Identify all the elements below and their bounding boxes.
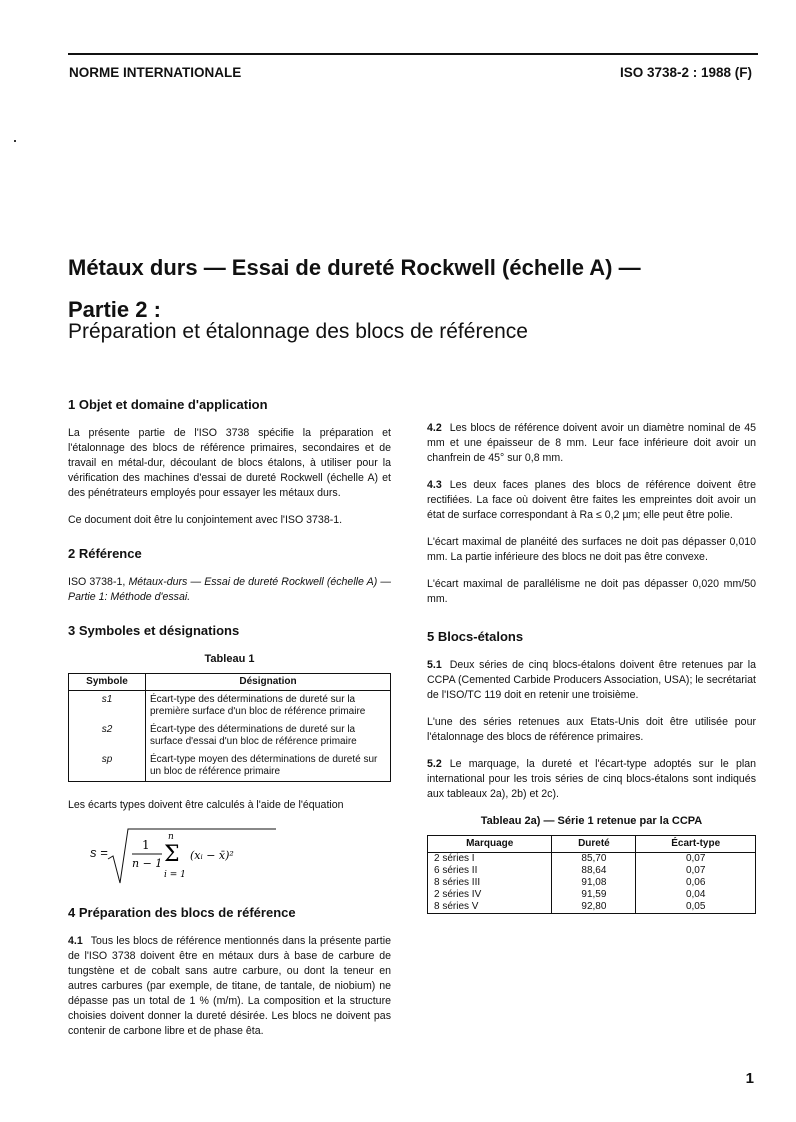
clause-number: 4.1 [68,935,83,947]
reference-entry [68,575,391,605]
clause-text: Le marquage, la dureté et l'écart-type adoptés sur le plan international pour les trois séries de cinq blocs-étalons sont indiqués aux tableaux 2a), 2b) et 2c). [427,758,756,800]
flatness-paragraph: L'écart maximal de planéité des surfaces ne doit pas dépasser 0,010 mm. La partie inférieure des blocs ne doit pas être convexe. [427,536,756,563]
clause-number: 5.1 [427,659,442,671]
clause-text: Les deux faces planes des blocs de référence doivent être rectifiées. La face où doivent être faites les empreintes doit avoir un état de surface correspondant à Ra ≤ 0,2 µm; elle peut être polie. [427,479,756,521]
document-subtitle: Préparation et étalonnage des blocs de référence [68,320,528,343]
clause-4-1 [68,934,391,1039]
svg-text:n: n [168,832,174,842]
usa-series-paragraph: L'une des séries retenues aux Etats-Unis doit être utilisée pour l'étalonnage des blocs de référence primaires. [427,716,756,743]
standard-deviation-equation [68,825,391,887]
part-label: Partie 2 : [68,297,161,322]
clause-number: 5.2 [427,758,442,770]
table-row [69,691,391,722]
table-header-marquage: Marquage [428,836,552,853]
svg-text:Σ: Σ [164,842,180,867]
page-number: 1 [745,1070,754,1087]
durete-cell: 85,70 [552,853,636,866]
svg-text:n − 1: n − 1 [132,857,163,870]
parallelism-paragraph: L'écart maximal de parallélisme ne doit pas dépasser 0,020 mm/50 mm. [427,578,756,605]
designation-cell: Écart-type moyen des déterminations de dureté sur un bloc de référence primaire [146,751,391,782]
equation-lhs: s = [90,845,108,860]
symbols-table [68,673,391,782]
clause-text: Les blocs de référence doivent avoir un diamètre nominal de 45 mm et une épaisseur de 8 mm. Leur face inférieure doit avoir un chanfrein de 45° sur 0,8 mm. [427,422,756,464]
ecart-type-cell: 0,04 [636,889,756,901]
clause-4-3 [427,478,756,523]
table-row [69,721,391,751]
table-row [428,889,756,901]
section-1-paragraph: La présente partie de l'ISO 3738 spécifie la préparation et l'étalonnage des blocs de référence primaires, secondaires et de travail en métal-dur, découlant de blocs étalons, à utiliser pour la vérification des machines d'essai de dureté Rockwell (échelle A) et des pénétrateurs employés pour essayer les métaux durs. [68,427,391,499]
symbol-cell: sp [69,751,146,782]
designation-cell: Écart-type des déterminations de dureté sur la surface d'essai d'un bloc de référence primaire [146,721,391,751]
svg-text:(xᵢ − x̄)²: (xᵢ − x̄)² [190,849,234,862]
right-column [427,397,756,914]
designation-cell: Écart-type des déterminations de dureté sur la première surface d'un bloc de référence primaire [146,691,391,722]
section-4-heading: 4 Préparation des blocs de référence [68,905,296,920]
clause-number: 4.3 [427,479,442,491]
table-header-durete: Dureté [552,836,636,853]
table-row [428,853,756,866]
durete-cell: 91,08 [552,877,636,889]
clause-text: Deux séries de cinq blocs-étalons doivent être retenues par la CCPA (Cemented Carbide Producers Association, USA); le secrétariat de l'ISO/TC 119 doit en retenir une troisième. [427,659,756,701]
left-column [68,397,391,1051]
document-title: Métaux durs — Essai de dureté Rockwell (échelle A) — [68,255,641,280]
section-2-heading: 2 Référence [68,546,142,561]
marquage-cell: 8 séries V [428,901,552,914]
equation-formula [104,825,284,887]
table-header-ecart-type: Écart-type [636,836,756,853]
reference-blocks-table [427,835,756,914]
reference-title: Métaux-durs — Essai de dureté Rockwell (échelle A) — Partie 1: Méthode d'essai. [68,576,391,603]
symbols-table-header-symbol: Symbole [69,674,146,691]
table-row [428,901,756,914]
marquage-cell: 8 séries III [428,877,552,889]
svg-text:i = 1: i = 1 [164,870,186,880]
clause-5-1 [427,658,756,703]
symbol-cell: s1 [69,691,146,722]
ecart-type-cell: 0,07 [636,853,756,866]
symbol-cell: s2 [69,721,146,751]
marquage-cell: 2 séries I [428,853,552,866]
section-5-heading: 5 Blocs-étalons [427,629,524,644]
header-standard-type: NORME INTERNATIONALE [69,65,242,80]
ecart-type-cell: 0,06 [636,877,756,889]
table-2a-caption: Tableau 2a) — Série 1 retenue par la CCPA [480,815,703,827]
ecart-type-cell: 0,05 [636,901,756,914]
marquage-cell: 2 séries IV [428,889,552,901]
table-row [69,751,391,782]
table-row [428,865,756,877]
section-3-heading: 3 Symboles et désignations [68,623,240,638]
clause-text: Tous les blocs de référence mentionnés dans la présente partie de l'ISO 3738 doivent être en métaux durs à base de carbure de tungstène et de cobalt sans autre carbure, ou dont la teneur en autres carbures (par exemple, de titane, de tantale, de niobium) ne dépasse pas un total de 1 % (m/m). La composition et la structure choisies doivent donner la dureté désirée. Les blocs ne doivent pas contenir de carbone libre et de phase êta. [68,935,391,1037]
scan-speck [14,140,16,142]
table-1-caption: Tableau 1 [204,653,255,665]
durete-cell: 91,59 [552,889,636,901]
equation-intro: Les écarts types doivent être calculés à l'aide de l'équation [68,799,344,811]
header-rule [68,53,758,55]
durete-cell: 88,64 [552,865,636,877]
table-row [428,877,756,889]
clause-number: 4.2 [427,422,442,434]
section-1-heading: 1 Objet et domaine d'application [68,397,268,412]
clause-4-2 [427,421,756,466]
symbols-table-header-designation: Désignation [146,674,391,691]
header-standard-number: ISO 3738-2 : 1988 (F) [619,65,752,80]
reference-number: ISO 3738-1, [68,576,126,588]
marquage-cell: 6 séries II [428,865,552,877]
section-1-note: Ce document doit être lu conjointement avec l'ISO 3738-1. [68,514,343,526]
durete-cell: 92,80 [552,901,636,914]
clause-5-2 [427,757,756,802]
ecart-type-cell: 0,07 [636,865,756,877]
svg-text:1: 1 [142,838,150,852]
